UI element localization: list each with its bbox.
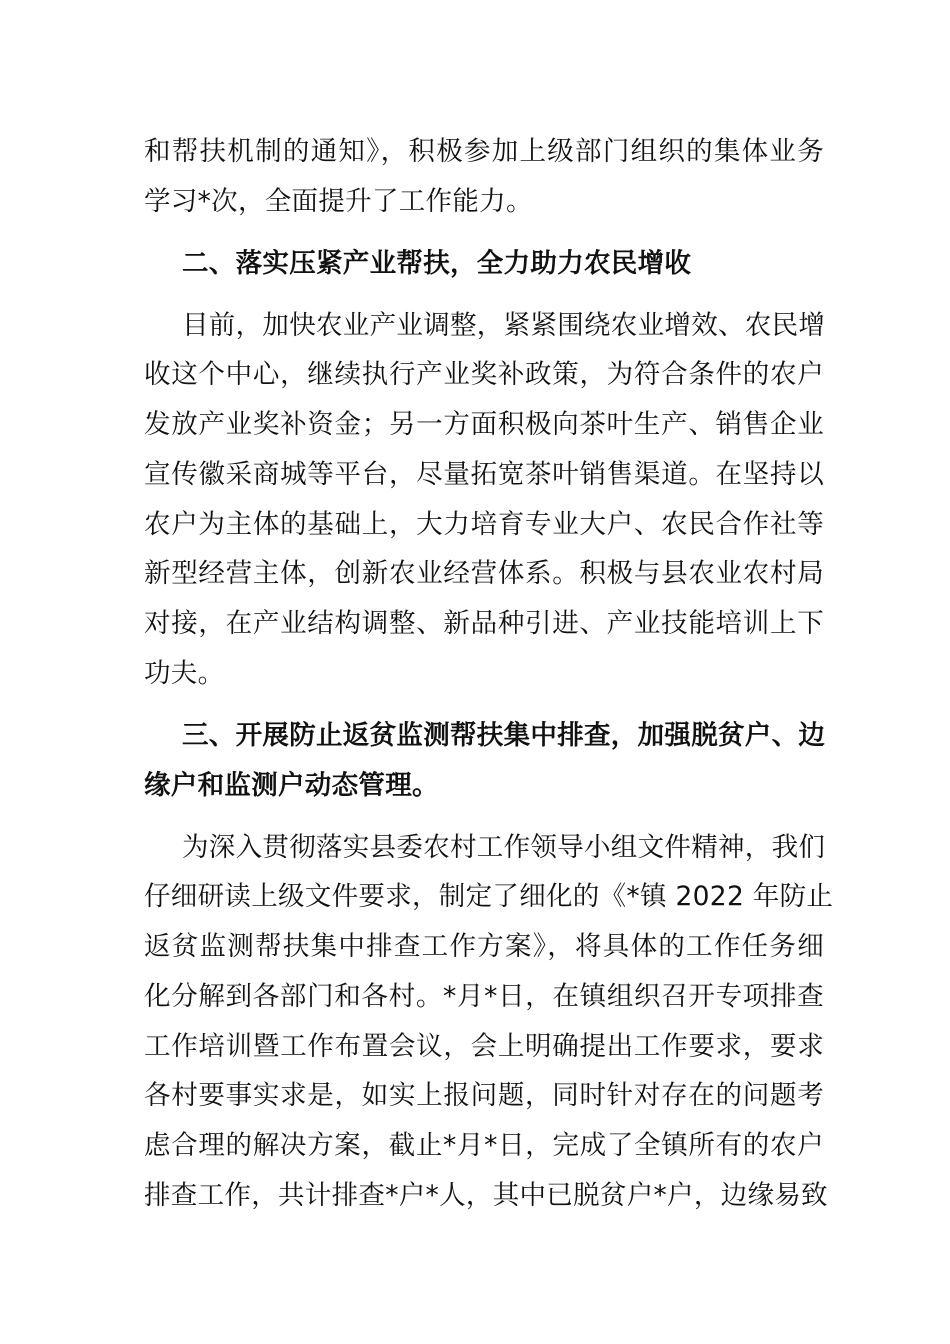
body-text-line: 为深入贯彻落实县委农村工作领导小组文件精神，我们 [182,832,826,863]
body-text-line: 和帮扶机制的通知》，积极参加上级部门组织的集体业务 [144,136,824,167]
body-text-line: 排查工作，共计排查*户*人，其中已脱贫户*户，边缘易致 [144,1180,828,1211]
body-text-line: 返贫监测帮扶集中排查工作方案》，将具体的工作任务细 [144,931,824,962]
section-heading: 二、落实压紧产业帮扶，全力助力农民增收 [182,248,692,279]
section-heading: 三、开展防止返贫监测帮扶集中排查，加强脱贫户、边 [182,720,826,751]
body-text-line: 仔细研读上级文件要求，制定了细化的《*镇 2022 年防止 [144,881,834,912]
body-text-line: 功夫。 [144,658,225,689]
body-text-line: 虑合理的解决方案，截止*月*日，完成了全镇所有的农户 [144,1130,824,1161]
body-text-line: 目前，加快农业产业调整，紧紧围绕农业增效、农民增 [182,310,826,341]
body-text-line: 对接，在产业结构调整、新品种引进、产业技能培训上下 [144,608,824,639]
body-text-line: 收这个中心，继续执行产业奖补政策，为符合条件的农户 [144,359,824,390]
body-text-line: 宣传徽采商城等平台，尽量拓宽茶叶销售渠道。在坚持以 [144,459,824,490]
body-text-line: 新型经营主体，创新农业经营体系。积极与县农业农村局 [144,558,824,589]
body-text-line: 发放产业奖补资金；另一方面积极向茶叶生产、销售企业 [144,409,824,440]
body-text-line: 农户为主体的基础上，大力培育专业大户、农民合作社等 [144,509,824,540]
body-text-line: 各村要事实求是，如实上报问题，同时针对存在的问题考 [144,1080,824,1111]
body-text-line: 工作培训暨工作布置会议，会上明确提出工作要求，要求 [144,1031,824,1062]
body-text-line: 学习*次，全面提升了工作能力。 [144,186,533,217]
section-heading-continued: 缘户和监测户动态管理。 [144,770,439,801]
body-text-line: 化分解到各部门和各村。*月*日，在镇组织召开专项排查 [144,981,824,1012]
